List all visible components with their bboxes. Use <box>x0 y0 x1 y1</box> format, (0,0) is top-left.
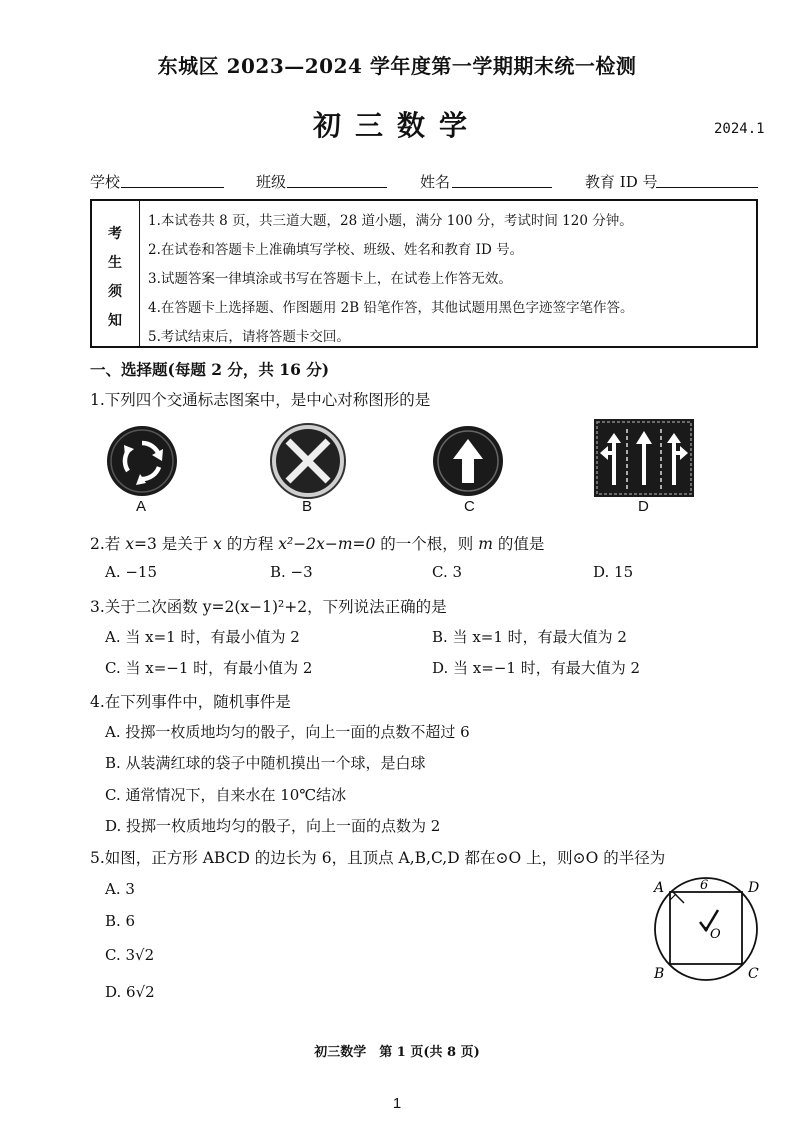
option-label: D <box>638 498 649 515</box>
school-blank[interactable] <box>121 187 224 188</box>
vertex-label-c: C <box>748 966 759 982</box>
question-5-option: B. 6 <box>105 912 136 930</box>
notice-heading-char: 须 <box>108 284 122 300</box>
question-3-option: A. 当 x=1 时，有最小值为 2 <box>105 628 300 646</box>
notice-item: 4.在答题卡上选择题、作图题用 2B 铅笔作答，其他试题用黑色字迹签字笔作答。 <box>148 300 634 316</box>
exam-notice-box <box>90 199 758 348</box>
question-1-stem: 1.下列四个交通标志图案中，是中心对称图形的是 <box>90 391 431 409</box>
stem-text: 的值是 <box>492 535 545 553</box>
page-number: 1 <box>392 1095 402 1112</box>
question-5-stem: 5.如图，正方形 ABCD 的边长为 6，且顶点 A,B,C,D 都在⊙O 上，则⊙O 的半径为 <box>90 849 666 867</box>
vertex-label-a: A <box>654 880 665 896</box>
variable: x <box>125 535 134 553</box>
question-5-option: D. 6√2 <box>105 983 155 1001</box>
variable: m <box>478 535 493 553</box>
exam-date: 2024.1 <box>714 121 765 137</box>
question-4-stem: 4.在下列事件中，随机事件是 <box>90 693 291 711</box>
stem-text: =3 是关于 <box>133 535 214 553</box>
question-2-option: B. −3 <box>270 563 313 581</box>
notice-heading <box>92 201 140 346</box>
question-3-option: C. 当 x=−1 时，有最小值为 2 <box>105 659 313 677</box>
name-blank[interactable] <box>452 187 552 188</box>
question-4-option: C. 通常情况下，自来水在 10℃结冰 <box>105 786 347 804</box>
stem-text: 的一个根，则 <box>375 535 479 553</box>
question-2-option: A. −15 <box>105 563 158 581</box>
equation: x²−2x−m=0 <box>278 535 376 553</box>
section-title: 一、选择题(每题 2 分，共 16 分) <box>90 360 330 379</box>
question-2-stem <box>90 532 544 554</box>
notice-heading-char: 考 <box>108 226 122 242</box>
stem-text: 2.若 <box>90 535 126 553</box>
question-3-stem: 3.关于二次函数 y=2(x−1)²+2，下列说法正确的是 <box>90 598 447 616</box>
question-2-option: C. 3 <box>432 563 463 581</box>
question-3-option: D. 当 x=−1 时，有最大值为 2 <box>432 659 641 677</box>
lane-direction-sign-icon <box>594 419 694 497</box>
vertex-label-b: B <box>654 966 665 982</box>
side-length-label: 6 <box>700 878 709 893</box>
question-4-option: D. 投掷一枚质地均匀的骰子，向上一面的点数为 2 <box>105 817 441 835</box>
notice-item: 1.本试卷共 8 页，共三道大题，28 道小题，满分 100 分，考试时间 120 分钟。 <box>148 213 633 229</box>
edu-id-label: 教育 ID 号 <box>585 173 658 191</box>
question-4-option: A. 投掷一枚质地均匀的骰子，向上一面的点数不超过 6 <box>105 723 470 741</box>
option-label: C <box>464 498 475 515</box>
circle-square-figure <box>644 870 768 988</box>
notice-item: 5.考试结束后，请将答题卡交回。 <box>148 329 350 345</box>
stem-text: 的方程 <box>221 535 279 553</box>
no-parking-cross-sign-icon <box>270 423 346 499</box>
class-label: 班级 <box>256 173 287 191</box>
roundabout-sign-icon <box>106 425 178 497</box>
variable: x <box>213 535 222 553</box>
notice-heading-char: 生 <box>108 255 122 271</box>
notice-heading-char: 知 <box>108 313 122 329</box>
option-label: A <box>136 498 147 515</box>
notice-item: 2.在试卷和答题卡上准确填写学校、班级、姓名和教育 ID 号。 <box>148 242 524 258</box>
class-blank[interactable] <box>287 187 387 188</box>
question-3-option: B. 当 x=1 时，有最大值为 2 <box>432 628 627 646</box>
vertex-label-d: D <box>748 880 760 896</box>
question-4-option: B. 从装满红球的袋子中随机摸出一个球，是白球 <box>105 754 426 772</box>
edu-id-blank[interactable] <box>656 187 758 188</box>
option-label: B <box>302 498 313 515</box>
subject-title: 初三数学 <box>312 109 481 142</box>
notice-item: 3.试题答案一律填涂或书写在答题卡上，在试卷上作答无效。 <box>148 271 512 287</box>
question-5-option: C. 3√2 <box>105 946 155 964</box>
school-label: 学校 <box>90 173 121 191</box>
straight-ahead-arrow-sign-icon <box>432 424 504 498</box>
center-label-o: O <box>710 927 721 942</box>
exam-title: 东城区 2023—2024 学年度第一学期期末统一检测 <box>157 54 637 78</box>
question-2-option: D. 15 <box>593 563 634 581</box>
question-5-option: A. 3 <box>105 880 135 898</box>
page-footer: 初三数学 第 1 页(共 8 页) <box>314 1045 480 1060</box>
name-label: 姓名 <box>420 173 451 191</box>
